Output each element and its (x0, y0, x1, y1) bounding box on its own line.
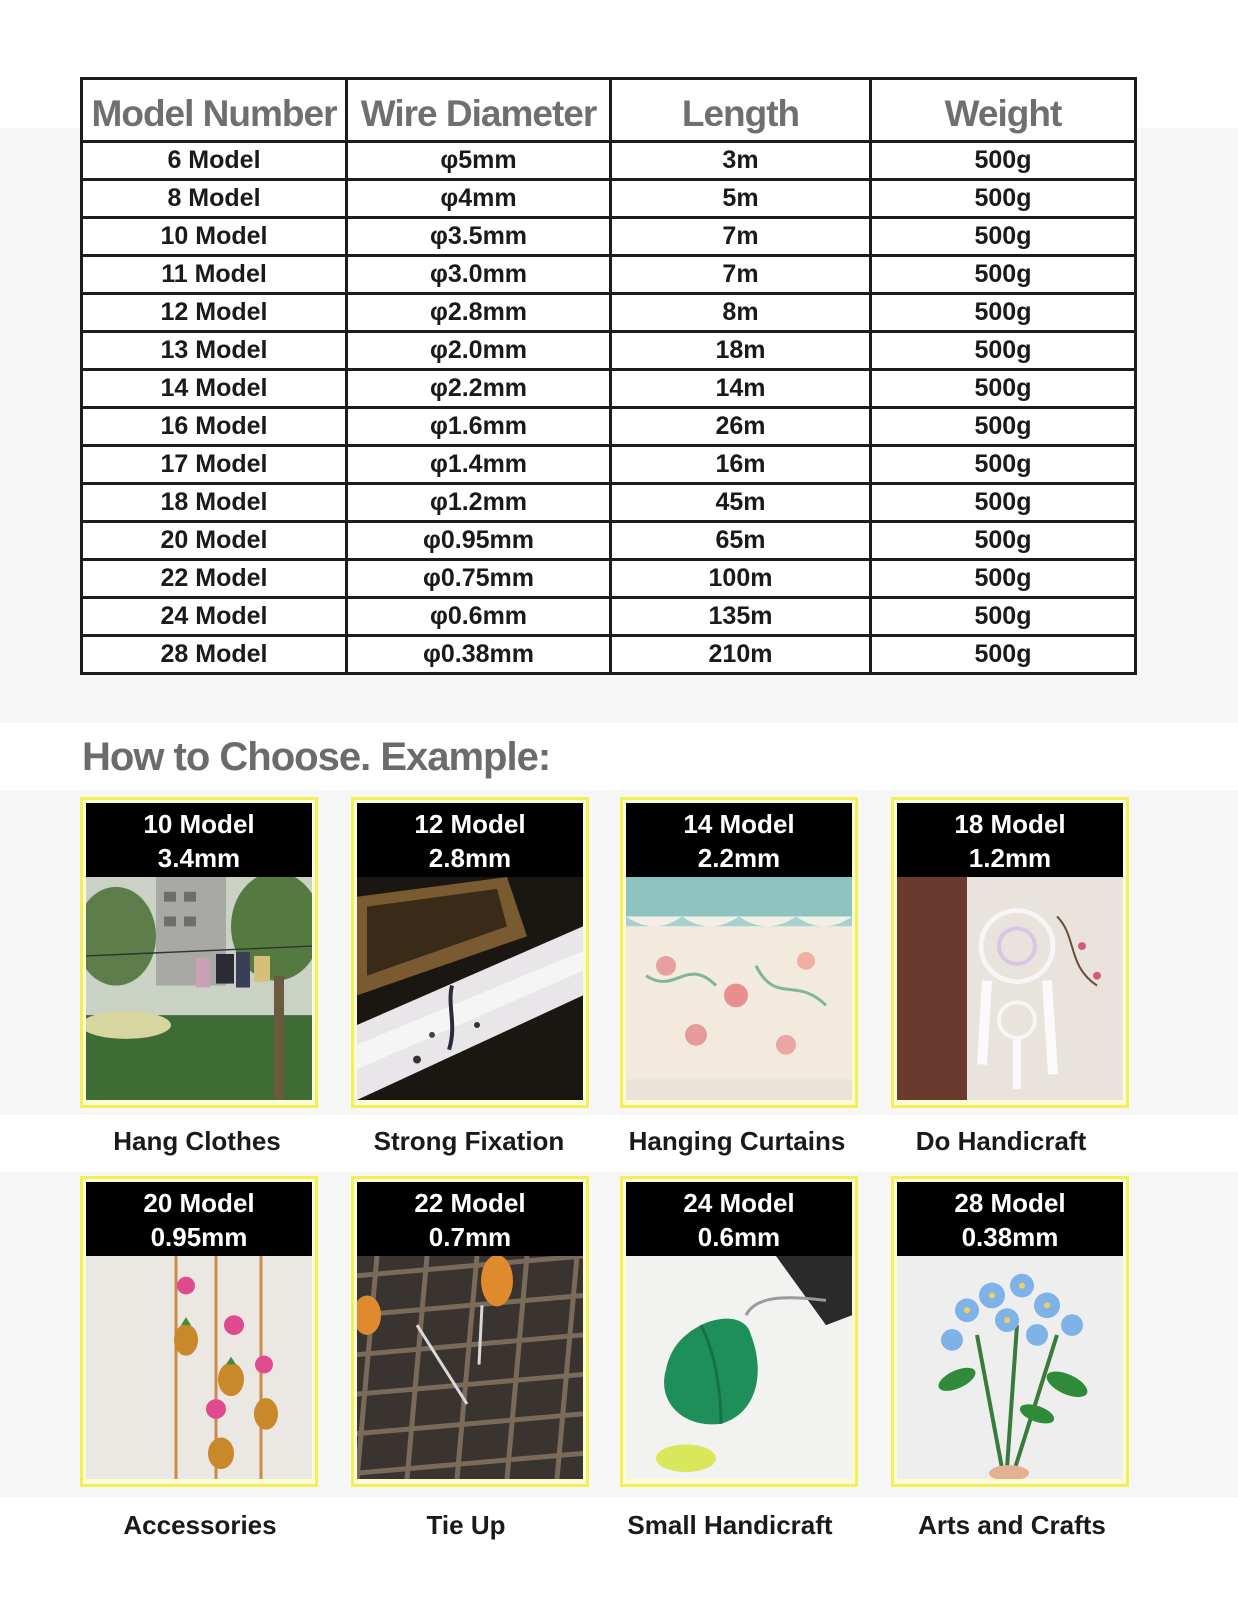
table-row (82, 598, 1136, 636)
card-model: 18 Model (954, 809, 1066, 839)
spec-table-header (82, 79, 1136, 142)
cell-model-number: 12 Model (82, 294, 347, 332)
cell-length: 210m (611, 636, 871, 674)
cell-length: 18m (611, 332, 871, 370)
card-header (357, 1182, 583, 1256)
cell-wire-diameter: φ1.4mm (347, 446, 611, 484)
cell-wire-diameter: φ0.95mm (347, 522, 611, 560)
table-row (82, 484, 1136, 522)
card-size: 1.2mm (968, 843, 1052, 873)
cell-weight: 500g (871, 218, 1136, 256)
header-weight: Weight (871, 79, 1136, 142)
curtain-photo (626, 877, 852, 1100)
cell-model-number: 6 Model (82, 142, 347, 180)
cell-wire-diameter: φ0.6mm (347, 598, 611, 636)
example-card-arts-and-crafts (891, 1176, 1129, 1487)
cell-model-number: 14 Model (82, 370, 347, 408)
flower-bouquet-photo (897, 1256, 1123, 1479)
example-card-small-handicraft (620, 1176, 858, 1487)
cell-model-number: 8 Model (82, 180, 347, 218)
cell-wire-diameter: φ2.2mm (347, 370, 611, 408)
card-model: 10 Model (143, 809, 255, 839)
cell-model-number: 11 Model (82, 256, 347, 294)
caption-small-handicraft: Small Handicraft (627, 1510, 833, 1540)
example-card-accessories (80, 1176, 318, 1487)
section-title: How to Choose. Example: (82, 735, 551, 779)
cell-model-number: 20 Model (82, 522, 347, 560)
hanging-ornaments-photo (86, 1256, 312, 1479)
card-header (86, 803, 312, 877)
caption-tie-up: Tie Up (426, 1510, 506, 1540)
card-model: 28 Model (954, 1188, 1066, 1218)
cell-weight: 500g (871, 370, 1136, 408)
table-row (82, 636, 1136, 674)
caption-accessories: Accessories (123, 1510, 277, 1540)
card-model: 22 Model (414, 1188, 526, 1218)
card-header (897, 1182, 1123, 1256)
card-size: 0.6mm (697, 1222, 781, 1252)
cell-wire-diameter: φ4mm (347, 180, 611, 218)
card-size: 0.38mm (961, 1222, 1059, 1252)
cell-weight: 500g (871, 446, 1136, 484)
cell-model-number: 22 Model (82, 560, 347, 598)
cell-length: 26m (611, 408, 871, 446)
cell-wire-diameter: φ0.38mm (347, 636, 611, 674)
table-row (82, 180, 1136, 218)
caption-strong-fixation: Strong Fixation (373, 1126, 565, 1156)
card-header (897, 803, 1123, 877)
cell-length: 45m (611, 484, 871, 522)
card-size: 0.95mm (150, 1222, 248, 1252)
cell-length: 8m (611, 294, 871, 332)
cell-weight: 500g (871, 142, 1136, 180)
cell-weight: 500g (871, 332, 1136, 370)
cell-weight: 500g (871, 636, 1136, 674)
cell-wire-diameter: φ1.6mm (347, 408, 611, 446)
caption-hang-clothes: Hang Clothes (113, 1126, 281, 1156)
card-size: 3.4mm (157, 843, 241, 873)
cell-model-number: 10 Model (82, 218, 347, 256)
cell-length: 100m (611, 560, 871, 598)
cell-length: 3m (611, 142, 871, 180)
wire-craft-photo (626, 1256, 852, 1479)
card-size: 2.8mm (428, 843, 512, 873)
cell-weight: 500g (871, 522, 1136, 560)
header-wire-diameter: Wire Diameter (347, 79, 611, 142)
cell-wire-diameter: φ2.8mm (347, 294, 611, 332)
clothes-line-photo (86, 877, 312, 1100)
cell-length: 7m (611, 218, 871, 256)
dreamcatcher-photo (897, 877, 1123, 1100)
cell-weight: 500g (871, 598, 1136, 636)
cell-wire-diameter: φ5mm (347, 142, 611, 180)
cell-length: 16m (611, 446, 871, 484)
cell-weight: 500g (871, 180, 1136, 218)
cell-weight: 500g (871, 294, 1136, 332)
header-model-number: Model Number (82, 79, 347, 142)
cell-wire-diameter: φ3.5mm (347, 218, 611, 256)
caption-arts-and-crafts: Arts and Crafts (918, 1510, 1106, 1540)
cell-weight: 500g (871, 408, 1136, 446)
cell-weight: 500g (871, 484, 1136, 522)
cell-length: 7m (611, 256, 871, 294)
cell-weight: 500g (871, 256, 1136, 294)
cell-wire-diameter: φ2.0mm (347, 332, 611, 370)
cell-weight: 500g (871, 560, 1136, 598)
cell-model-number: 28 Model (82, 636, 347, 674)
cell-model-number: 18 Model (82, 484, 347, 522)
cell-length: 5m (611, 180, 871, 218)
caption-hanging-curtains: Hanging Curtains (628, 1126, 846, 1156)
table-row (82, 142, 1136, 180)
table-row (82, 218, 1136, 256)
example-card-hang-clothes (80, 797, 318, 1108)
card-size: 2.2mm (697, 843, 781, 873)
spec-table-body (82, 142, 1136, 674)
example-card-strong-fixation (351, 797, 589, 1108)
table-row (82, 408, 1136, 446)
table-row (82, 370, 1136, 408)
card-model: 24 Model (683, 1188, 795, 1218)
cell-length: 135m (611, 598, 871, 636)
cell-model-number: 17 Model (82, 446, 347, 484)
example-card-do-handicraft (891, 797, 1129, 1108)
card-header (357, 803, 583, 877)
table-row (82, 560, 1136, 598)
cell-model-number: 16 Model (82, 408, 347, 446)
pipe-fixation-photo (357, 877, 583, 1100)
cell-wire-diameter: φ3.0mm (347, 256, 611, 294)
card-header (626, 803, 852, 877)
spec-table (80, 77, 1137, 675)
example-card-hanging-curtains (620, 797, 858, 1108)
example-card-tie-up (351, 1176, 589, 1487)
card-header (86, 1182, 312, 1256)
table-row (82, 256, 1136, 294)
cell-model-number: 24 Model (82, 598, 347, 636)
cell-length: 14m (611, 370, 871, 408)
cell-model-number: 13 Model (82, 332, 347, 370)
card-model: 12 Model (414, 809, 526, 839)
cell-wire-diameter: φ1.2mm (347, 484, 611, 522)
table-row (82, 446, 1136, 484)
rebar-tie-photo (357, 1256, 583, 1479)
cell-wire-diameter: φ0.75mm (347, 560, 611, 598)
table-row (82, 332, 1136, 370)
card-size: 0.7mm (428, 1222, 512, 1252)
cell-length: 65m (611, 522, 871, 560)
table-row (82, 522, 1136, 560)
header-length: Length (611, 79, 871, 142)
caption-do-handicraft: Do Handicraft (915, 1126, 1087, 1156)
card-model: 14 Model (683, 809, 795, 839)
card-model: 20 Model (143, 1188, 255, 1218)
card-header (626, 1182, 852, 1256)
table-row (82, 294, 1136, 332)
